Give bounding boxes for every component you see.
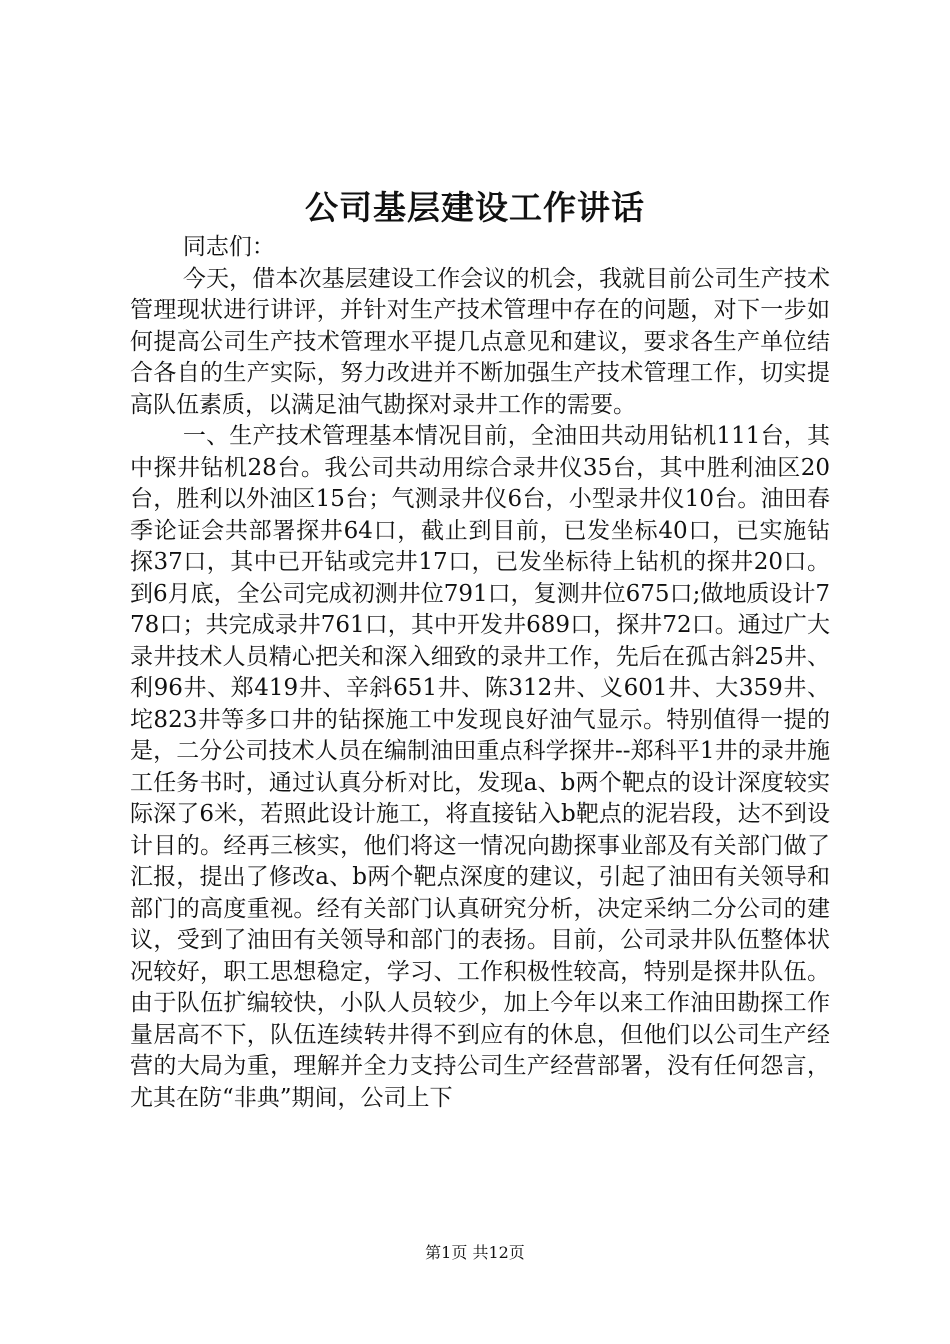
section-one-paragraph: 一、生产技术管理基本情况目前，全油田共动用钻机111台，其中探井钻机28台。我公司共动用综合录井仪35台，其中胜利油区20台，胜利以外油区15台；气测录井仪6台，小型录井仪10台。油田春季论证会共部署探井64口，截止到目前，已发坐标40口，已实施钻探37口，其中已开钻或完井17口，已发坐标待上钻机的探井20口。到6月底，全公司完成初测井位791口，复测井位675口;做地质设计778口；共完成录井761口，其中开发井689口，探井72口。通过广大录井技术人员精心把关和深入细致的录井工作，先后在孤古斜25井、利96井、郑419井、辛斜651井、陈312井、义601井、大359井、坨823井等多口井的钻探施工中发现良好油气显示。特别值得一提的是，二分公司技术人员在编制油田重点科学探井--郑科平1井的录井施工任务书时，通过认真分析对比，发现a、b两个靶点的设计深度较实际深了6米，若照此设计施工，将直接钻入b靶点的泥岩段，达不到设计目的。经再三核实，他们将这一情况向勘探事业部及有关部门做了汇报，提出了修改a、b两个靶点深度的建议，引起了油田有关领导和部门的高度重视。经有关部门认真研究分析，决定采纳二分公司的建议，受到了油田有关领导和部门的表扬。目前，公司录井队伍整体状况较好，职工思想稳定，学习、工作积极性较高，特别是探井队伍。由于队伍扩编较快，小队人员较少，加上今年以来工作油田勘探工作量居高不下，队伍连续转井得不到应有的休息，但他们以公司生产经营的大局为重，理解并全力支持公司生产经营部署，没有任何怨言，尤其在防“非典”期间，公司上下	[130, 423, 830, 1111]
page-footer: 第1页 共12页	[425, 1243, 525, 1262]
intro-paragraph: 今天，借本次基层建设工作会议的机会，我就目前公司生产技术管理现状进行讲评，并针对生产技术管理中存在的问题，对下一步如何提高公司生产技术管理水平提几点意见和建议，要求各生产单位结合各自的生产实际，努力改进并不断加强生产技术管理工作，切实提高队伍素质，以满足油气勘探对录井工作的需要。	[130, 265, 830, 418]
document-body	[130, 232, 830, 1114]
salutation-paragraph: 同志们：	[182, 234, 275, 260]
document-title: 公司基层建设工作讲话	[305, 188, 645, 227]
